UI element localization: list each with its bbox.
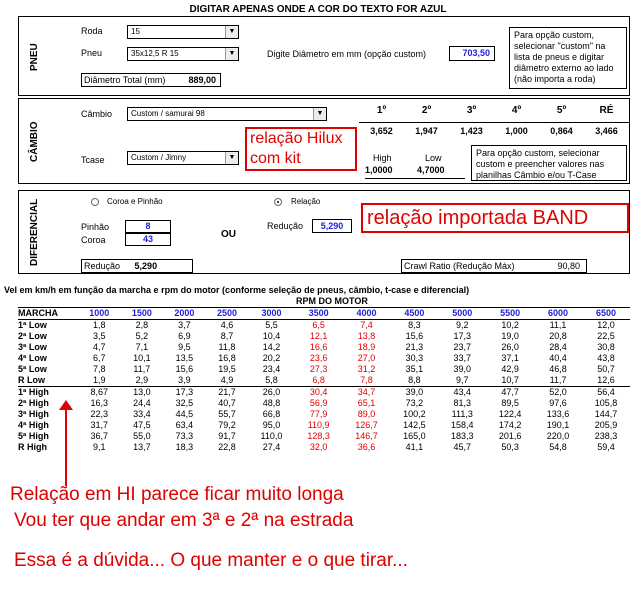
tcase-select-value: Custom / Jimny [131,153,187,162]
speed-cell: 26,0 [501,342,519,352]
speed-cell: 33,7 [453,353,472,363]
rpm-header: 5000 [438,308,486,320]
gear-label: 3ª Low [18,342,47,352]
table-row [18,331,630,342]
speed-cell: 95,0 [262,420,281,430]
speed-cell: 91,7 [218,431,236,441]
roda-select-value: 15 [131,27,140,36]
rpm-header: 3000 [248,308,294,320]
pneu-custom-note [509,27,627,89]
speed-cell: 79,2 [218,420,236,430]
reducao-total-box [81,259,193,273]
speed-cell: 27,4 [262,442,281,452]
speed-cell: 42,9 [501,364,519,374]
speed-cell: 5,8 [248,375,294,387]
coroa-pinhao-radio-label: Coroa e Pinhão [107,197,163,206]
speed-cell: 39,0 [453,364,472,374]
high-value: 1,0000 [365,165,393,175]
pneu-section [18,16,630,96]
gear-ratio-table [359,105,629,136]
coroa-pinhao-radio[interactable] [91,198,99,206]
gear-label: 4ª Low [18,353,47,363]
speed-cell: 20,2 [262,353,281,363]
speed-cell: 19,5 [218,364,236,374]
speed-cell: 97,6 [549,398,567,408]
speed-cell: 30,4 [309,387,328,397]
gear-value: 0,864 [550,126,573,136]
speed-cell: 126,7 [355,420,378,430]
speed-cell: 47,5 [133,420,151,430]
speed-cell: 21,3 [405,342,424,352]
speed-cell: 122,4 [498,409,522,419]
speed-cell: 16,6 [309,342,328,352]
speed-cell: 3,5 [93,331,106,341]
tcase-ratio-block [365,151,465,179]
speed-cell: 43,4 [453,387,472,397]
rpm-header: 6000 [534,308,582,320]
diferencial-section-label: DIFERENCIAL [29,198,40,266]
gear-value: 3,466 [595,126,618,136]
table-row [18,420,630,431]
speed-table-header-row [18,308,630,320]
speed-cell: 13,7 [133,442,151,452]
gear-value: 3,652 [370,126,393,136]
speed-cell: 8,67 [90,387,109,397]
speed-cell: 40,7 [218,398,236,408]
speed-cell: 55,0 [133,431,151,441]
speed-cell: 15,6 [405,331,424,341]
speed-cell: 146,7 [355,431,378,441]
page-header: DIGITAR APENAS ONDE A COR DO TEXTO FOR AZUL [189,4,447,15]
speed-cell: 32,5 [175,398,194,408]
roda-label: Roda [81,26,103,36]
chevron-down-icon[interactable]: ▼ [225,26,238,38]
speed-cell: 65,1 [357,398,376,408]
speed-cell: 7,8 [93,364,106,374]
pneu-label: Pneu [81,48,103,58]
speed-cell: 55,7 [218,409,236,419]
cambio-select[interactable] [127,107,327,121]
speed-table [18,307,630,453]
speed-cell: 27,3 [309,364,328,374]
speed-cell: 22,5 [597,331,615,341]
speed-cell: 43,8 [597,353,615,363]
table-row [18,409,630,420]
speed-cell: 133,6 [546,409,570,419]
gear-header: 5º [556,105,567,116]
diferencial-section [18,190,630,274]
gear-label: 4ª High [18,420,49,430]
speed-cell: 35,1 [405,364,424,374]
speed-cell: 22,8 [218,442,236,452]
speed-cell: 81,3 [453,398,472,408]
note-line: Para opção custom, selecionar [476,148,600,158]
gear-header: 3º [466,105,477,116]
gear-header-row [359,105,629,116]
speed-cell: 6,5 [312,320,325,330]
rpm-header: 2000 [163,308,206,320]
speed-cell: 12,6 [582,375,630,387]
speed-table-title: Vel em km/h em função da marcha e rpm do motor (conforme seleção de pneus, câmbio, t-case e diferencial) [4,285,470,295]
gear-header: 4º [511,105,522,116]
table-row [18,320,630,332]
speed-cell: 190,1 [546,420,570,430]
cambio-custom-note [471,145,627,181]
low-value: 4,7000 [417,165,445,175]
gear-label: 2ª Low [18,331,47,341]
speed-cell: 110,0 [260,431,283,441]
tcase-select[interactable] [127,151,239,165]
rpm-header: 4500 [390,308,438,320]
speed-cell: 52,0 [549,387,567,397]
diametro-input[interactable]: 703,50 [449,46,495,61]
note-line: lista de pneus e digitar [514,52,605,62]
gear-label: R Low [18,375,78,387]
speed-cell: 205,9 [594,420,618,430]
speed-cell: 9,7 [438,375,486,387]
speed-cell: 4,7 [93,342,106,352]
table-row [18,353,630,364]
diametro-prompt: Digite Diâmetro em mm (opção custom) [267,49,427,59]
note-line: selecionar "custom" na [514,41,606,51]
speed-cell: 7,1 [135,342,149,352]
pneu-select[interactable] [127,47,239,61]
note-line: Para opção custom, [514,30,595,40]
speed-cell: 31,7 [90,420,109,430]
speed-cell: 10,2 [501,320,519,330]
speed-cell: 34,7 [357,387,376,397]
speed-cell: 26,0 [262,387,281,397]
speed-cell: 46,8 [549,364,567,374]
speed-cell: 220,0 [546,431,570,441]
hilux-annotation [245,127,357,171]
speed-cell: 50,7 [597,364,615,374]
speed-cell: 12,0 [597,320,615,330]
speed-cell: 16,8 [218,353,236,363]
gear-value: 1,947 [415,126,438,136]
speed-cell: 30,8 [597,342,615,352]
speed-cell: 201,6 [498,431,522,441]
speed-cell: 9,1 [93,442,106,452]
crawl-ratio-label: Crawl Ratio (Redução Máx) [404,261,515,271]
speed-cell: 77,9 [309,409,328,419]
speed-cell: 47,7 [501,387,519,397]
speed-cell: 7,4 [360,320,373,330]
speed-cell: 7,8 [343,375,391,387]
annotation-line: relação Hilux [250,130,343,147]
speed-cell: 6,9 [178,331,191,341]
gear-value-row [359,122,629,136]
speed-cell: 11,7 [133,364,151,374]
speed-cell: 73,3 [175,431,194,441]
speed-cell: 10,7 [486,375,534,387]
speed-cell: 19,0 [501,331,519,341]
relacao-radio[interactable] [274,198,282,206]
speed-cell: 56,9 [309,398,328,408]
speed-cell: 66,8 [262,409,281,419]
speed-cell: 36,6 [357,442,376,452]
speed-cell: 31,2 [357,364,376,374]
speed-cell: 144,7 [594,409,618,419]
speed-cell: 56,4 [597,387,615,397]
table-row [18,387,630,399]
gear-label: 1ª High [18,387,49,397]
speed-cell: 15,6 [175,364,194,374]
speed-cell: 11,8 [218,342,236,352]
marcha-header: MARCHA [18,308,78,320]
gear-label: 5ª Low [18,364,47,374]
speed-cell: 8,7 [220,331,234,341]
speed-cell: 10,1 [133,353,151,363]
speed-cell: 6,8 [295,375,343,387]
speed-cell: 3,7 [178,320,191,330]
speed-cell: 30,3 [405,353,424,363]
speed-cell: 50,3 [501,442,519,452]
speed-cell: 2,8 [135,320,149,330]
chevron-down-icon[interactable]: ▼ [313,108,326,120]
reducao-input[interactable]: 5,290 [312,219,352,233]
speed-cell: 110,9 [307,420,330,430]
relacao-radio-label: Relação [291,197,321,206]
speed-cell: 23,6 [309,353,328,363]
speed-cell: 12,1 [309,331,328,341]
speed-cell: 40,4 [549,353,567,363]
speed-cell: 89,5 [501,398,519,408]
speed-cell: 8,3 [408,320,421,330]
red-arrow [56,400,76,488]
table-row [18,431,630,442]
gear-header: RÉ [599,105,614,116]
chevron-down-icon[interactable]: ▼ [225,152,238,164]
speed-cell: 9,5 [178,342,191,352]
comment-line-3: Essa é a dúvida... O que manter e o que tirar... [14,550,408,571]
speed-cell: 16,3 [90,398,109,408]
rpm-header: 6500 [582,308,630,320]
speed-cell: 5,2 [135,331,149,341]
speed-cell: 39,0 [405,387,424,397]
roda-select[interactable] [127,25,239,39]
speed-cell: 20,8 [549,331,567,341]
diametro-total-label: Diâmetro Total (mm) [84,75,166,85]
band-annotation: relação importada BAND [361,203,629,233]
gear-header: 2º [421,105,432,116]
speed-cell: 100,2 [403,409,426,419]
speed-cell: 1,9 [78,375,121,387]
cambio-select-value: Custom / samurai 98 [131,109,205,118]
speed-cell: 6,7 [93,353,106,363]
speed-cell: 183,3 [451,431,474,441]
speed-cell: 1,8 [93,320,106,330]
cambio-section-label: CÂMBIO [29,121,40,163]
speed-cell: 27,0 [357,353,376,363]
coroa-label: Coroa [81,235,106,245]
gear-label: 1ª Low [18,320,47,330]
chevron-down-icon[interactable]: ▼ [225,48,238,60]
crawl-ratio-value: 90,80 [557,261,580,271]
pinhao-label: Pinhão [81,222,110,232]
speed-cell: 238,3 [594,431,618,441]
rpm-header: 2500 [206,308,249,320]
speed-cell: 48,8 [262,398,281,408]
gear-label: 5ª High [18,431,49,441]
speed-cell: 174,2 [498,420,522,430]
speed-cell: 59,4 [597,442,615,452]
pinhao-input[interactable]: 8 [125,220,171,233]
gear-value: 1,000 [505,126,528,136]
reducao-total-value: 5,290 [134,261,158,271]
speed-cell: 8,8 [390,375,438,387]
coroa-input[interactable]: 43 [125,233,171,246]
speed-cell: 41,1 [405,442,424,452]
gear-label: R High [18,442,47,452]
speed-cell: 17,3 [453,331,472,341]
diametro-total-value: 889,00 [188,75,216,85]
comment-line-2: Vou ter que andar em 3ª e 2ª na estrada [14,510,354,531]
gear-value: 1,423 [460,126,483,136]
table-row [18,442,630,453]
speed-cell: 33,4 [133,409,151,419]
speed-cell: 158,4 [451,420,474,430]
speed-cell: 14,2 [262,342,281,352]
speed-cell: 21,7 [218,387,236,397]
gear-label: 3ª High [18,409,49,419]
speed-cell: 45,7 [453,442,472,452]
speed-cell: 23,7 [453,342,472,352]
speed-cell: 24,4 [133,398,151,408]
table-row [18,398,630,409]
speed-cell: 10,4 [262,331,281,341]
speed-cell: 5,5 [265,320,278,330]
table-row [18,364,630,375]
pneu-select-value: 35x12,5 R 15 [131,49,179,58]
speed-cell: 11,7 [534,375,582,387]
speed-cell: 165,0 [403,431,426,441]
comment-line-1: Relação em HI parece ficar muito longa [10,484,344,505]
annotation-line: com kit [250,150,301,167]
speed-cell: 28,4 [549,342,567,352]
speed-cell: 9,2 [456,320,469,330]
low-label: Low [425,153,442,163]
speed-cell: 11,1 [549,320,567,330]
speed-cell: 63,4 [175,420,194,430]
cambio-section [18,98,630,184]
note-line: planilhas Câmbio e/ou T-Case [476,170,597,180]
speed-cell: 142,5 [403,420,426,430]
rpm-header: 3500 [295,308,343,320]
speed-cell: 73,2 [405,398,424,408]
speed-cell: 4,6 [220,320,234,330]
speed-cell: 44,5 [175,409,194,419]
reducao-total-label: Redução [84,261,121,271]
gear-label: 2ª High [18,398,49,408]
speed-cell: 13,8 [357,331,376,341]
arrow-head [59,400,73,410]
tcase-label: Tcase [81,155,105,165]
speed-cell: 17,3 [175,387,194,397]
note-line: custom e preencher valores nas [476,159,605,169]
ou-label: OU [221,229,236,240]
crawl-ratio-box [401,259,587,273]
speed-cell: 89,0 [357,409,376,419]
speed-cell: 18,3 [175,442,194,452]
rpm-title: RPM DO MOTOR [296,296,368,306]
speed-cell: 105,8 [594,398,618,408]
diametro-total-box [81,73,221,87]
high-label: High [373,153,392,163]
speed-cell: 3,9 [163,375,206,387]
speed-cell: 18,9 [357,342,376,352]
table-row [18,342,630,353]
reducao-label: Redução [267,221,304,231]
speed-cell: 32,0 [309,442,328,452]
speed-cell: 23,4 [262,364,281,374]
speed-cell: 36,7 [90,431,109,441]
note-line: (não importa a roda) [514,74,596,84]
speed-cell: 37,1 [501,353,519,363]
speed-cell: 13,0 [133,387,151,397]
speed-cell: 54,8 [549,442,567,452]
speed-cell: 13,5 [175,353,194,363]
speed-cell: 111,3 [451,409,473,419]
speed-cell: 2,9 [121,375,164,387]
rpm-header: 4000 [343,308,391,320]
note-line: diâmetro externo ao lado [514,63,614,73]
rpm-header: 5500 [486,308,534,320]
cambio-label: Câmbio [81,109,113,119]
speed-cell: 22,3 [90,409,109,419]
pneu-section-label: PNEU [29,43,40,71]
speed-cell: 128,3 [307,431,330,441]
table-row [18,375,630,387]
gear-header: 1º [376,105,387,116]
rpm-header: 1500 [121,308,164,320]
rpm-header: 1000 [78,308,121,320]
speed-cell: 4,9 [206,375,249,387]
